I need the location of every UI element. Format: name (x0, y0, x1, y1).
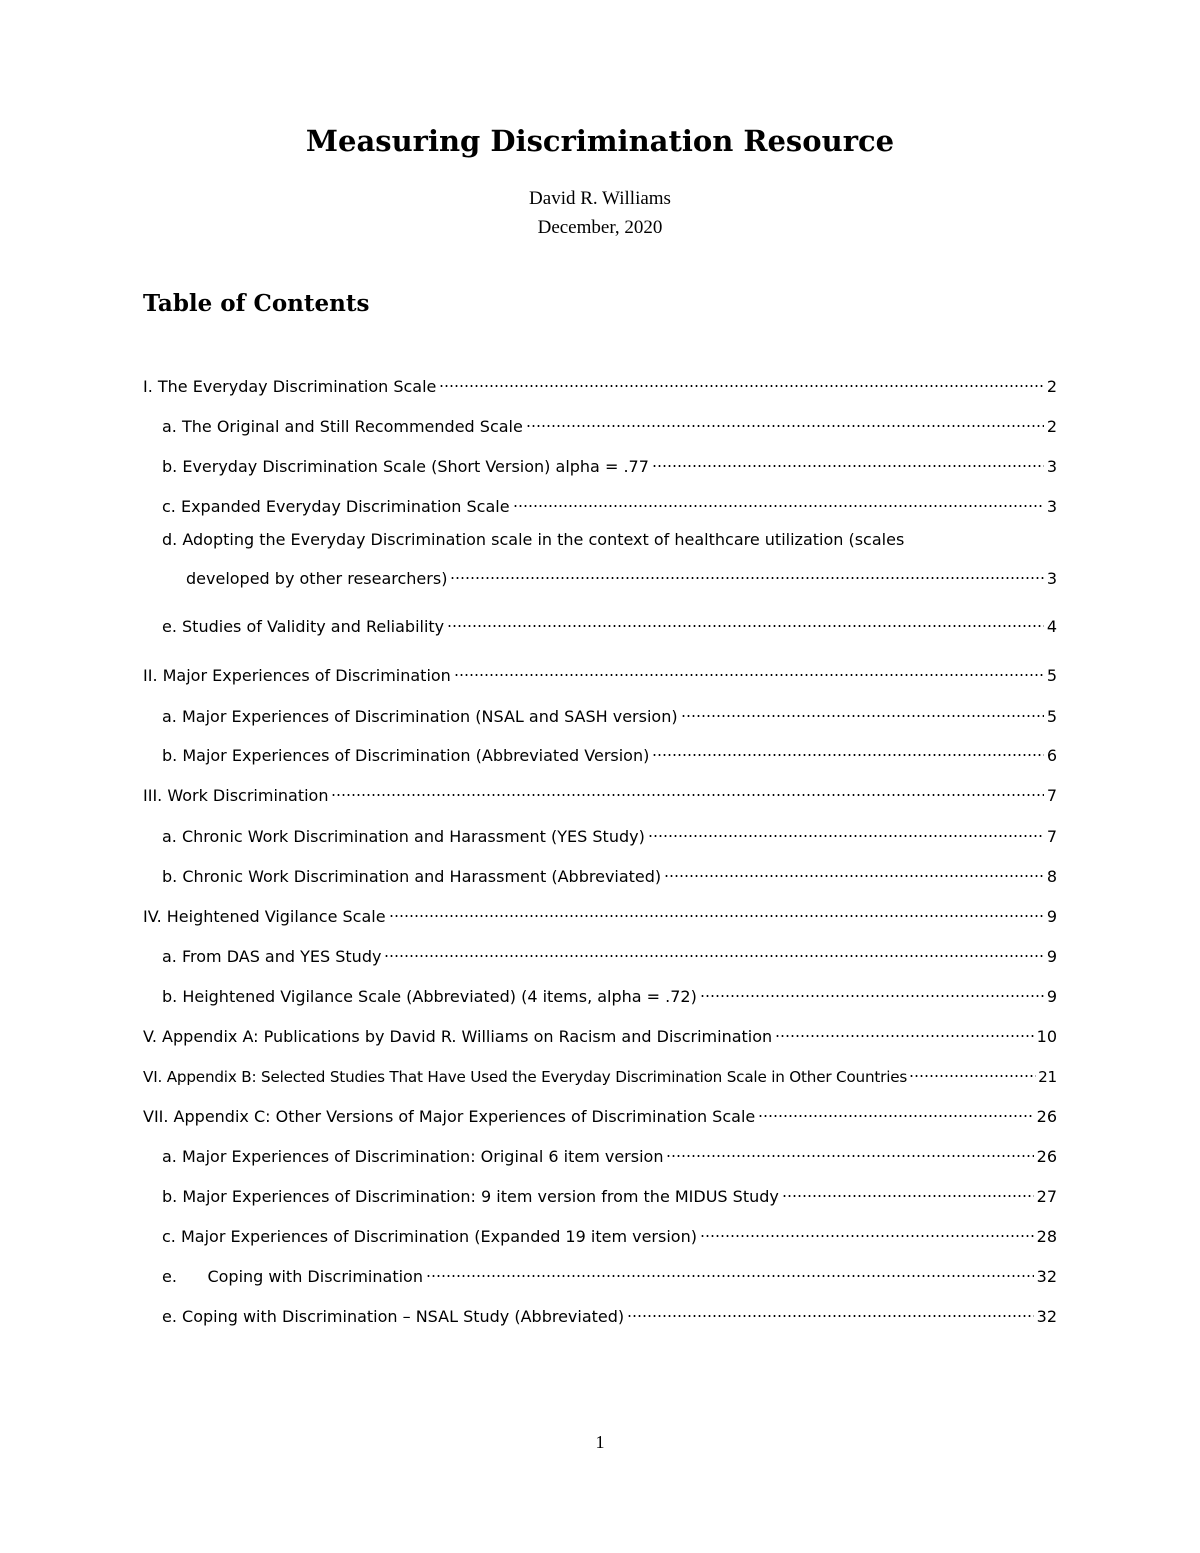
toc-entry-label: e. Coping with Discrimination – NSAL Study (Abbreviated) (162, 1307, 625, 1326)
toc-entry-label: b. Everyday Discrimination Scale (Short Version) alpha = .77 (162, 457, 649, 476)
toc-entry-page: 26 (1036, 1147, 1057, 1166)
document-title: Measuring Discrimination Resource (305, 124, 895, 158)
toc-entry-label: e. Coping with Discrimination (162, 1267, 423, 1286)
toc-heading: Table of Contents (143, 290, 370, 317)
toc-entry-label: II. Major Experiences of Discrimination (143, 666, 451, 685)
toc-entry[interactable] (162, 858, 1057, 886)
toc-entry-page: 9 (1046, 987, 1057, 1006)
toc-entry-page: 21 (1038, 1068, 1057, 1086)
toc-entry-label: b. Heightened Vigilance Scale (Abbreviated) (4 items, alpha = .72) (162, 987, 697, 1006)
dot-leader (389, 898, 1044, 922)
dot-leader (450, 560, 1043, 584)
toc-entry[interactable] (162, 1258, 1057, 1286)
toc-entry[interactable] (162, 1138, 1057, 1166)
toc-entry-label: I. The Everyday Discrimination Scale (143, 377, 437, 396)
toc-entry[interactable] (162, 698, 1057, 726)
dot-leader (648, 818, 1044, 842)
toc-entry-page: 9 (1046, 947, 1057, 966)
toc-entry[interactable] (143, 777, 1057, 805)
dot-leader (666, 1138, 1033, 1162)
toc-entry[interactable] (162, 938, 1057, 966)
dot-leader (681, 698, 1044, 722)
toc-entry-page: 2 (1046, 417, 1057, 436)
toc-entry-page: 27 (1036, 1187, 1057, 1206)
toc-entry-page: 9 (1046, 907, 1057, 926)
toc-entry-page: 3 (1046, 569, 1057, 588)
dot-leader (426, 1258, 1034, 1282)
dot-leader (439, 368, 1043, 392)
toc-entry-label: IV. Heightened Vigilance Scale (143, 907, 386, 926)
toc-entry-label: a. Major Experiences of Discrimination: Original 6 item version (162, 1147, 664, 1166)
table-of-contents (143, 0, 1057, 1553)
toc-entry[interactable] (162, 818, 1057, 846)
toc-entry-label: a. Major Experiences of Discrimination (NSAL and SASH version) (162, 707, 678, 726)
toc-entry[interactable] (162, 608, 1057, 636)
toc-entry-label: III. Work Discrimination (143, 786, 329, 805)
document-date: December, 2020 (537, 217, 663, 238)
page-number: 1 (595, 1432, 605, 1452)
toc-entry-page: 7 (1046, 827, 1057, 846)
toc-entry-page: 26 (1036, 1107, 1057, 1126)
toc-entry-label: e. Studies of Validity and Reliability (162, 617, 445, 636)
toc-entry-label-line1: d. Adopting the Everyday Discrimination scale in the context of healthcare utilization (scales (162, 530, 905, 549)
dot-leader (664, 858, 1044, 882)
toc-entry-label: c. Major Experiences of Discrimination (Expanded 19 item version) (162, 1227, 697, 1246)
toc-entry[interactable] (162, 737, 1057, 765)
toc-entry-continuation (186, 560, 1057, 588)
toc-entry[interactable] (143, 368, 1057, 396)
dot-leader (384, 938, 1043, 962)
toc-entry[interactable] (162, 1218, 1057, 1246)
toc-entry-page: 7 (1046, 786, 1057, 805)
document-author: David R. Williams (529, 188, 671, 209)
toc-entry-label-line2: developed by other researchers) (186, 569, 448, 588)
toc-entry-page: 5 (1046, 707, 1057, 726)
dot-leader (454, 657, 1044, 681)
toc-entry-page: 5 (1046, 666, 1057, 685)
toc-entry-page: 32 (1036, 1267, 1057, 1286)
dot-leader (775, 1018, 1033, 1042)
toc-entry-label: VII. Appendix C: Other Versions of Major Experiences of Discrimination Scale (143, 1107, 756, 1126)
toc-entry[interactable] (162, 1298, 1057, 1326)
dot-leader (909, 1058, 1036, 1082)
dot-leader (758, 1098, 1033, 1122)
toc-entry[interactable] (162, 448, 1057, 476)
toc-entry[interactable] (143, 898, 1057, 926)
toc-entry-label: b. Major Experiences of Discrimination: 9 item version from the MIDUS Study (162, 1187, 779, 1206)
toc-entry-page: 6 (1046, 746, 1057, 765)
toc-entry[interactable] (162, 978, 1057, 1006)
toc-entry-label: c. Expanded Everyday Discrimination Scale (162, 497, 510, 516)
toc-entry-page: 28 (1036, 1227, 1057, 1246)
toc-entry-page: 10 (1036, 1027, 1057, 1046)
toc-entry-label: b. Major Experiences of Discrimination (Abbreviated Version) (162, 746, 650, 765)
toc-entry[interactable] (143, 1058, 1057, 1086)
toc-entry-page: 3 (1046, 497, 1057, 516)
dot-leader (782, 1178, 1034, 1202)
toc-entry[interactable] (162, 408, 1057, 436)
dot-leader (652, 448, 1044, 472)
dot-leader (700, 978, 1044, 1002)
dot-leader (513, 488, 1044, 512)
dot-leader (652, 737, 1043, 761)
toc-entry-page: 3 (1046, 457, 1057, 476)
toc-entry[interactable] (143, 657, 1057, 685)
toc-entry-label: a. From DAS and YES Study (162, 947, 382, 966)
toc-entry-page: 8 (1046, 867, 1057, 886)
toc-entry-label: b. Chronic Work Discrimination and Harassment (Abbreviated) (162, 867, 662, 886)
toc-entry-page: 32 (1036, 1307, 1057, 1326)
dot-leader (526, 408, 1044, 432)
toc-entry-label: a. The Original and Still Recommended Scale (162, 417, 523, 436)
dot-leader (447, 608, 1044, 632)
toc-entry-label: a. Chronic Work Discrimination and Harassment (YES Study) (162, 827, 645, 846)
toc-entry[interactable] (143, 1018, 1057, 1046)
toc-entry[interactable] (143, 1098, 1057, 1126)
toc-entry-page: 2 (1046, 377, 1057, 396)
dot-leader (627, 1298, 1033, 1322)
toc-entry[interactable] (162, 1178, 1057, 1206)
dot-leader (331, 777, 1043, 801)
toc-entry-page: 4 (1046, 617, 1057, 636)
toc-entry-label: VI. Appendix B: Selected Studies That Have Used the Everyday Discrimination Scale in Other Countries (143, 1068, 908, 1086)
toc-entry[interactable] (162, 488, 1057, 516)
dot-leader (700, 1218, 1034, 1242)
toc-entry-label: V. Appendix A: Publications by David R. Williams on Racism and Discrimination (143, 1027, 773, 1046)
